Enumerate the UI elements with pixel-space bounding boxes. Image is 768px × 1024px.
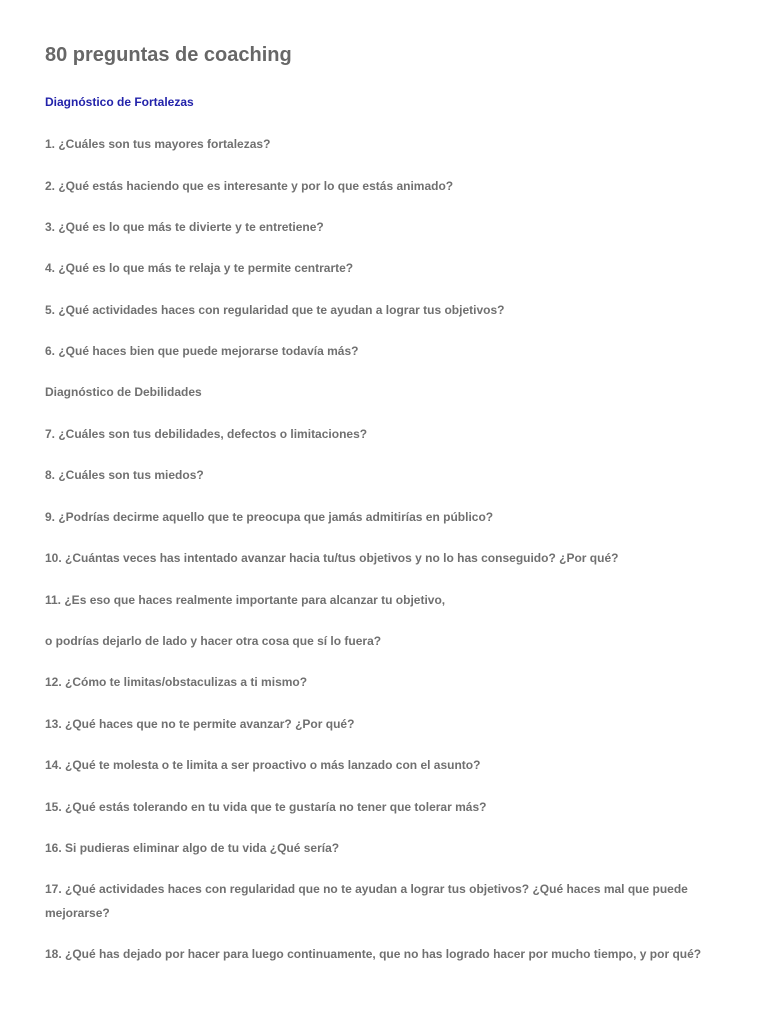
- section-heading-debilidades: Diagnóstico de Debilidades: [45, 385, 202, 399]
- question-5: 5. ¿Qué actividades haces con regularidad que te ayudan a lograr tus objetivos?: [45, 303, 505, 317]
- document-title: 80 preguntas de coaching: [45, 44, 292, 66]
- question-3: 3. ¿Qué es lo que más te divierte y te entretiene?: [45, 220, 324, 234]
- question-10: 10. ¿Cuántas veces has intentado avanzar hacia tu/tus objetivos y no lo has conseguido? ¿Por qué?: [45, 551, 619, 565]
- question-7: 7. ¿Cuáles son tus debilidades, defectos o limitaciones?: [45, 427, 368, 441]
- question-16: 16. Si pudieras eliminar algo de tu vida ¿Qué sería?: [45, 841, 340, 855]
- question-8: 8. ¿Cuáles son tus miedos?: [45, 468, 204, 482]
- question-9: 9. ¿Podrías decirme aquello que te preocupa que jamás admitirías en público?: [45, 510, 494, 524]
- question-11: 11. ¿Es eso que haces realmente importante para alcanzar tu objetivo,: [45, 593, 446, 607]
- question-1: 1. ¿Cuáles son tus mayores fortalezas?: [45, 137, 271, 151]
- question-15: 15. ¿Qué estás tolerando en tu vida que te gustaría no tener que tolerar más?: [45, 800, 487, 814]
- question-2: 2. ¿Qué estás haciendo que es interesante y por lo que estás animado?: [45, 179, 454, 193]
- question-12: 12. ¿Cómo te limitas/obstaculizas a ti mismo?: [45, 675, 308, 689]
- question-4: 4. ¿Qué es lo que más te relaja y te permite centrarte?: [45, 261, 354, 275]
- question-18: 18. ¿Qué has dejado por hacer para luego continuamente, que no has logrado hacer por mucho tiempo, y por qué?: [45, 947, 702, 961]
- question-17: 17. ¿Qué actividades haces con regularidad que no te ayudan a lograr tus objetivos? ¿Qué haces mal que puede mejorarse?: [45, 882, 688, 920]
- question-13: 13. ¿Qué haces que no te permite avanzar? ¿Por qué?: [45, 717, 355, 731]
- section-heading-fortalezas: Diagnóstico de Fortalezas: [45, 95, 194, 109]
- question-11-continuation: o podrías dejarlo de lado y hacer otra cosa que sí lo fuera?: [45, 634, 382, 648]
- question-6: 6. ¿Qué haces bien que puede mejorarse todavía más?: [45, 344, 359, 358]
- question-14: 14. ¿Qué te molesta o te limita a ser proactivo o más lanzado con el asunto?: [45, 758, 481, 772]
